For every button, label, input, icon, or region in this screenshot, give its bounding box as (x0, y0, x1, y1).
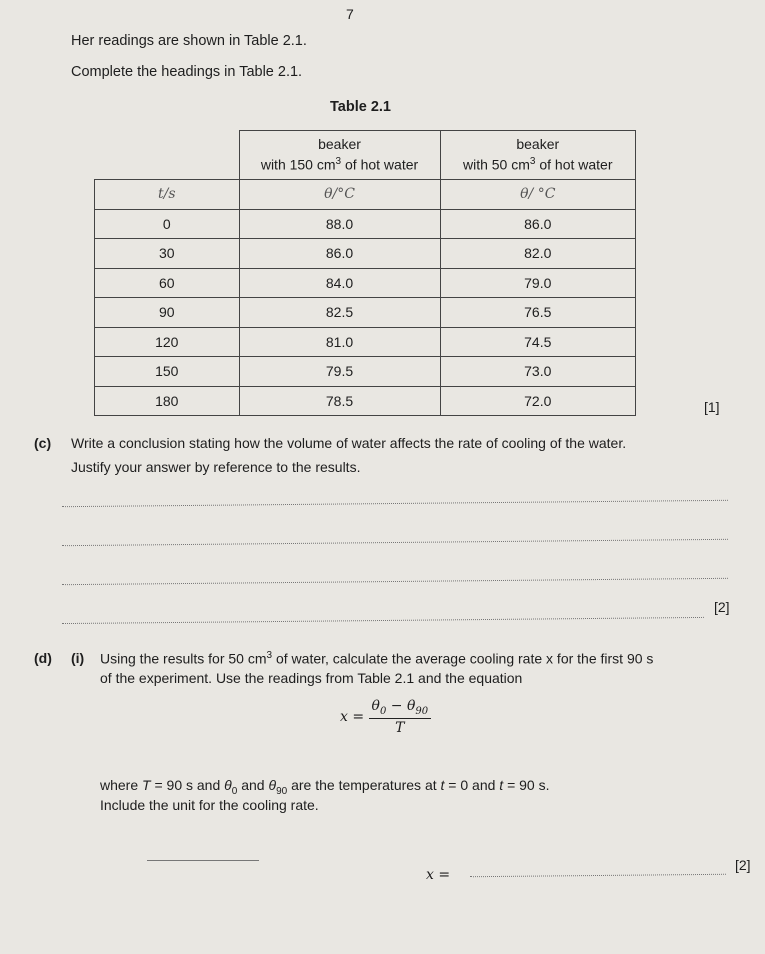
part-d-i-label: (i) (71, 650, 85, 666)
table-row (95, 386, 636, 416)
intro-instruction-text: Complete the headings in Table 2.1. (71, 64, 303, 80)
heading-theta-50-cell[interactable]: θ/ °C (440, 180, 636, 210)
intro-readings-text: Her readings are shown in Table 2.1. (71, 33, 307, 49)
header-beaker-150 (239, 131, 440, 180)
header-beaker-150-volume: with 150 (260, 156, 313, 173)
working-line (147, 860, 259, 861)
header-beaker-50 (440, 131, 636, 180)
header-beaker-50-volume: with 50 (462, 156, 508, 173)
temp-50-cell: 86.0 (440, 209, 636, 239)
table-row (95, 298, 636, 328)
answer-x-label: x = (426, 867, 451, 883)
equation-numerator: $\theta_0 - \theta_{90}$ (369, 698, 432, 719)
table-row (95, 357, 636, 387)
time-cell: 0 (95, 209, 240, 239)
part-c-label: (c) (34, 435, 52, 451)
header-unit-exp: 3 (529, 156, 536, 168)
equation-fraction (369, 698, 432, 736)
time-cell: 150 (95, 357, 240, 387)
temp-50-cell: 82.0 (440, 239, 636, 269)
table-row (95, 268, 636, 298)
part-d-text-a: Using the results for 50 (100, 650, 244, 667)
time-cell: 90 (95, 298, 240, 328)
heading-theta-150-cell[interactable]: θ/°C (239, 180, 440, 210)
header-beaker-50-suffix: of hot water (535, 156, 613, 173)
part-d-mark: [2] (735, 857, 751, 873)
readings-table (94, 130, 636, 416)
temp-150-cell: 88.0 (239, 209, 440, 239)
table-header-row (95, 131, 636, 180)
table-units-row (95, 180, 636, 210)
cooling-rate-equation (340, 698, 431, 736)
temp-50-cell: 74.5 (440, 327, 636, 357)
part-c-justify: Justify your answer by reference to the results. (71, 459, 361, 475)
page-number: 7 (346, 6, 354, 22)
table-mark: [1] (704, 399, 720, 415)
table-row (95, 327, 636, 357)
temp-150-cell: 79.5 (239, 357, 440, 387)
temp-50-cell: 73.0 (440, 357, 636, 387)
heading-time-cell[interactable]: t/s (95, 180, 240, 210)
header-beaker-150-line1: beaker (318, 136, 361, 153)
answer-line[interactable] (62, 617, 704, 624)
part-d-line2: of the experiment. Use the readings from Table 2.1 and the equation (100, 670, 523, 686)
temp-150-cell: 81.0 (239, 327, 440, 357)
header-unit-cm: cm (316, 156, 336, 173)
time-cell: 30 (95, 239, 240, 269)
part-c-question: Write a conclusion stating how the volume of water affects the rate of cooling of the water. (71, 435, 627, 451)
header-unit-exp: 3 (335, 156, 342, 168)
where-clause: where T = 90 s and $\theta_0$ and $\theta_{90}$ are the temperatures at t = 0 and t = 90 s. (100, 777, 550, 797)
time-cell: 180 (95, 386, 240, 416)
temp-150-cell: 86.0 (239, 239, 440, 269)
table-title: Table 2.1 (330, 99, 391, 115)
answer-line[interactable] (62, 539, 728, 546)
part-d-unit-cm: cm (247, 650, 267, 667)
equation-denominator: T (395, 719, 405, 736)
answer-x-line[interactable] (470, 874, 726, 877)
temp-150-cell: 82.5 (239, 298, 440, 328)
part-d-unit-exp: 3 (266, 650, 273, 661)
header-unit-cm: cm (511, 156, 530, 173)
equation-lhs: x = (340, 708, 365, 725)
part-d-text-b: of water, calculate the average cooling rate x for the first 90 (272, 650, 643, 667)
time-cell: 120 (95, 327, 240, 357)
blank-corner-cell (95, 131, 240, 180)
time-cell: 60 (95, 268, 240, 298)
unit-instruction: Include the unit for the cooling rate. (100, 797, 319, 813)
temp-150-cell: 84.0 (239, 268, 440, 298)
part-d-unit-s: s (646, 650, 654, 667)
header-beaker-50-line1: beaker (516, 136, 560, 153)
table-row (95, 209, 636, 239)
part-d-question (100, 650, 653, 667)
answer-line[interactable] (62, 578, 728, 585)
temp-50-cell: 72.0 (440, 386, 636, 416)
temp-50-cell: 79.0 (440, 268, 636, 298)
answer-line[interactable] (62, 500, 728, 507)
part-c-mark: [2] (714, 599, 730, 615)
table-row (95, 239, 636, 269)
part-d-label: (d) (34, 650, 52, 666)
header-beaker-150-suffix: of hot water (341, 156, 419, 173)
temp-50-cell: 76.5 (440, 298, 636, 328)
temp-150-cell: 78.5 (239, 386, 440, 416)
